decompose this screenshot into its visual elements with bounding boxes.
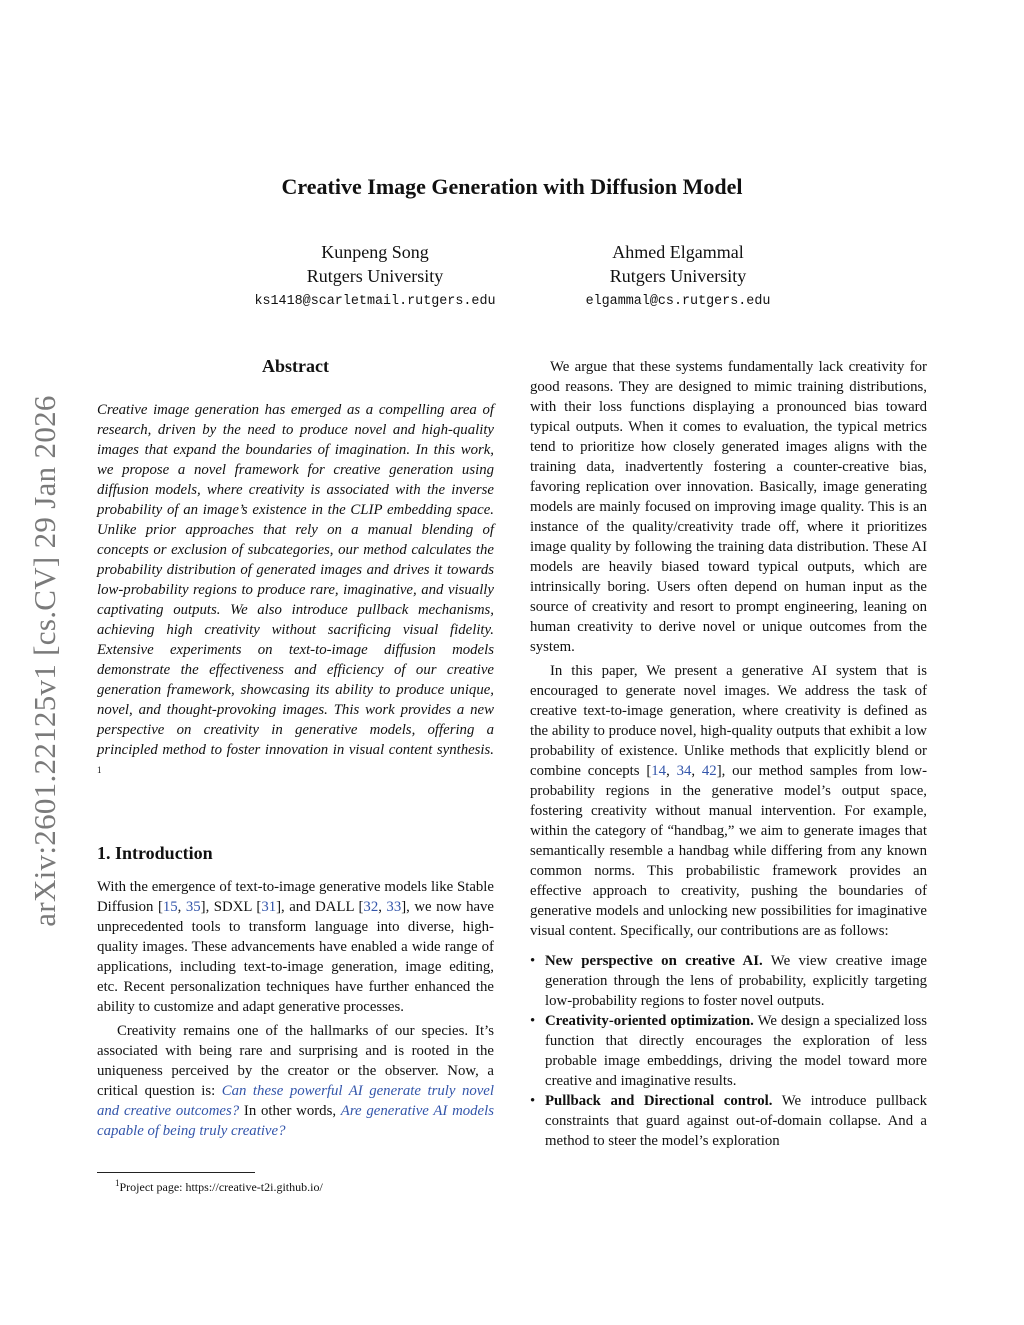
abstract-text: Creative image generation has emerged as a compelling area of research, driven by the need to produce novel and high-quality images that expand the boundaries of imagination. In this work, we propose a novel framework for creative generation using diffusion models, where creativity is associated with the inverse probability of an image’s existence in the CLIP embedding space. Unlike prior approaches that rely on a manual blending of concepts or exclusion of subcategories, our method calculates the probability distribution of generated images and drives it towards low-probability regions to produce rare, imaginative, and visually captivating outputs. We also introduce pullback mechanisms, achieving high creativity without sacrificing visual fidelity. Extensive experiments on text-to-image diffusion models demonstrate the effectiveness and efficiency of our creative generation framework, showcasing its ability to produce unique, novel, and thought-provoking images. This work provides a new perspective on creativity in generative models, offering a principled method to foster innovation in visual content synthesis. bbox=[97, 402, 494, 758]
text-run: ], our method samples from low-probability regions in the generative model’s output space, fostering creativity without manual intervention. For example, within the category of “handbag,” we aim to generate images that semantically resemble a handbag while differing from any known common norms. This probabilistic framework provides an effective approach to creativity, pushing the boundaries of generative models and unlocking new possibilities for imaginative visual content. Specifically, our contributions are as follows: bbox=[530, 763, 928, 939]
arxiv-identifier-stamp: arXiv:2601.22125v1 [cs.CV] 29 Jan 2026 bbox=[27, 395, 62, 927]
body-paragraph: We argue that these systems fundamentally lack creativity for good reasons. They are designed to mimic training distributions, with their loss functions displaying a pronounced bias toward typical outputs. When it comes to evaluation, the typical metrics tend to prioritize how closely generated images aligns with the training data, inadvertently fostering a counter-creative bias, favoring replication over innovation. Basically, image generating models are mainly focused on improving image quality. This is an instance of the quality/creativity trade off, where it prioritizes image quality by following the training data distribution. These AI models are heavily biased toward typical outputs, which are intrinsically boring. Users often depend on human input as the source of creativity and resort to prompt engineering, leaning on human creativity to derive novel or unique outcomes from the system. bbox=[530, 359, 927, 655]
contribution-text: We design a specialized loss function that directly encourages the exploration of less probable image embeddings, driving the model toward more creative and imaginative results. bbox=[545, 1013, 927, 1089]
citation-link[interactable]: 34 bbox=[676, 763, 692, 779]
citation-link[interactable]: 15 bbox=[162, 899, 178, 915]
footnote-marker[interactable]: 1 bbox=[97, 765, 102, 775]
list-item bbox=[530, 951, 927, 1011]
citation-link[interactable]: 33 bbox=[386, 899, 402, 915]
body-paragraph bbox=[530, 661, 927, 941]
footnote bbox=[115, 1178, 323, 1195]
text-run: , bbox=[691, 763, 702, 779]
contribution-text: We introduce pullback constraints that guard against out-of-domain collapse. And a method to steer the model’s exploration bbox=[545, 1093, 927, 1149]
list-item bbox=[530, 1011, 927, 1091]
text-run: In other words, bbox=[239, 1103, 341, 1119]
intro-paragraph-2 bbox=[97, 1021, 494, 1141]
research-question-link[interactable]: Are generative AI models capable of being truly creative? bbox=[97, 1103, 494, 1139]
abstract-body bbox=[97, 400, 494, 785]
author-affiliation: Rutgers University bbox=[306, 266, 444, 286]
text-run: ], we now have unprecedented tools to transform language into diverse, high-quality images. These advancements have enabled a wide range of applications, including text-to-image generation, image editing, etc. Recent personalization techniques have further enhanced the ability to customize and adapt generative processes. bbox=[97, 899, 494, 1015]
text-run: In this paper, We present a generative AI system that is encouraged to generate novel images. We address the task of creative text-to-image generation, where creativity is defined as the ability to produce novel, high-quality outputs that exhibit a low probability of existence. Unlike methods that explicitly blend or combine concepts [ bbox=[530, 663, 927, 779]
author-name: Kunpeng Song bbox=[321, 242, 429, 262]
footnote-text[interactable]: Project page: https://creative-t2i.github.io/ bbox=[119, 1180, 323, 1194]
author-name: Ahmed Elgammal bbox=[612, 242, 744, 262]
citation-link[interactable]: 42 bbox=[701, 763, 717, 779]
right-column-body bbox=[530, 357, 927, 1151]
text-run: ], SDXL [ bbox=[200, 899, 262, 915]
list-item bbox=[530, 1091, 927, 1151]
citation-link[interactable]: 32 bbox=[363, 899, 379, 915]
footnote-number: 1 bbox=[115, 1178, 120, 1188]
section-heading-introduction: 1. Introduction bbox=[97, 843, 213, 863]
intro-paragraph-1 bbox=[97, 877, 494, 1017]
text-run: Creativity remains one of the hallmarks of our species. It’s associated with being rare and surprising and is rooted in the uniqueness perceived by the creator or the observer. Now, a critical question is: bbox=[97, 1023, 494, 1099]
contribution-title: New perspective on creative AI. bbox=[545, 953, 763, 969]
contribution-title: Creativity-oriented optimization. bbox=[545, 1013, 754, 1029]
contribution-text: We view creative image generation through the lens of probability, explicitly targeting low-probability regions to foster novel outputs. bbox=[545, 953, 927, 1009]
author-block-2 bbox=[508, 240, 848, 309]
citation-link[interactable]: 35 bbox=[185, 899, 201, 915]
citation-link[interactable]: 14 bbox=[651, 763, 667, 779]
contribution-title: Pullback and Directional control. bbox=[545, 1093, 773, 1109]
introduction-body bbox=[97, 877, 494, 1141]
paper-title: Creative Image Generation with Diffusion Model bbox=[281, 174, 743, 199]
text-run: , bbox=[666, 763, 677, 779]
footnote-divider bbox=[97, 1172, 255, 1173]
citation-link[interactable]: 31 bbox=[261, 899, 277, 915]
text-run: , bbox=[177, 899, 186, 915]
text-run: ], and DALL [ bbox=[276, 899, 364, 915]
text-run: With the emergence of text-to-image generative models like Stable Diffusion [ bbox=[97, 879, 494, 915]
author-block-1 bbox=[205, 240, 545, 309]
author-email: ks1418@scarletmail.rutgers.edu bbox=[254, 294, 496, 309]
author-affiliation: Rutgers University bbox=[609, 266, 747, 286]
author-email: elgammal@cs.rutgers.edu bbox=[585, 294, 771, 309]
text-run: , bbox=[378, 899, 387, 915]
abstract-heading: Abstract bbox=[262, 356, 329, 376]
contributions-list bbox=[530, 951, 927, 1151]
research-question-link[interactable]: Can these powerful AI generate truly novel and creative outcomes? bbox=[97, 1083, 494, 1119]
